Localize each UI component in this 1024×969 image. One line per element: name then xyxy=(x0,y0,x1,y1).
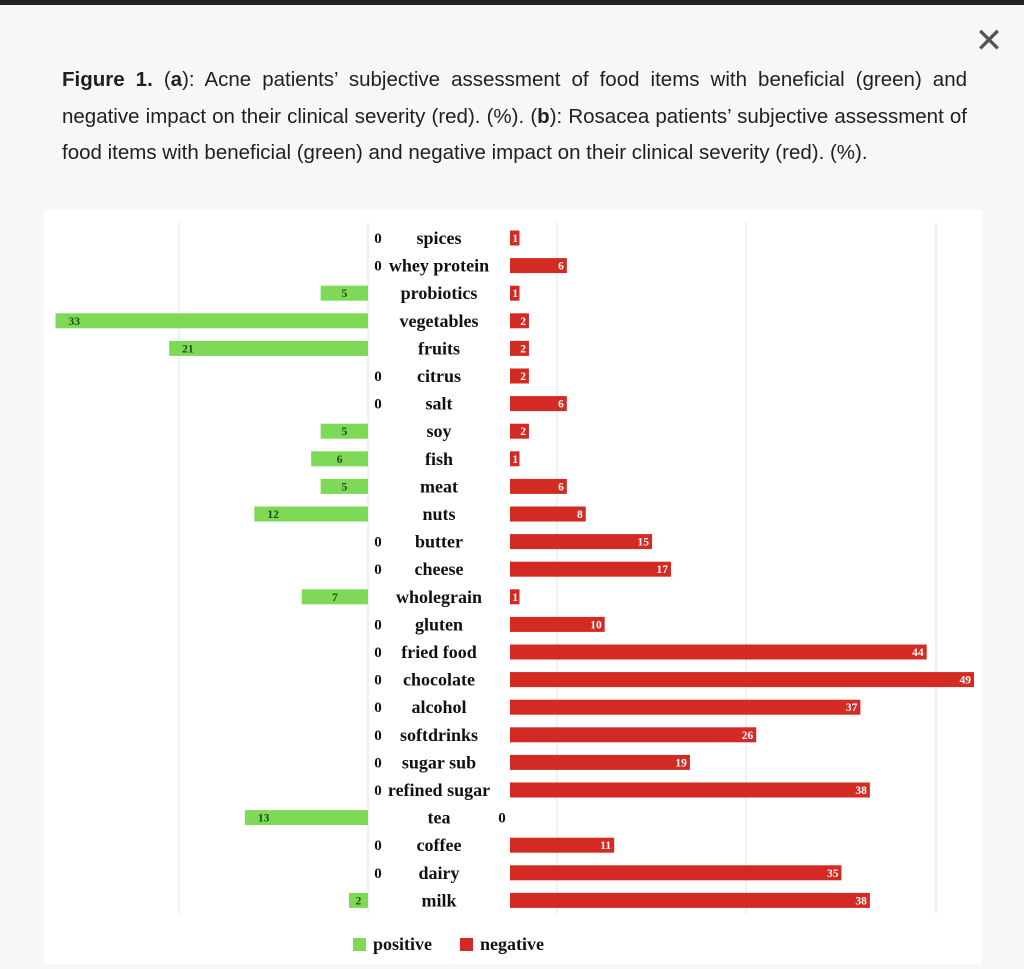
category-label-salt: salt xyxy=(425,393,453,414)
negative-value-dairy: 35 xyxy=(826,867,839,880)
positive-value-cheese: 0 xyxy=(374,562,382,579)
negative-value-tea: 0 xyxy=(498,810,506,827)
category-label-softdrinks: softdrinks xyxy=(399,724,479,745)
negative-value-spices: 1 xyxy=(512,233,519,245)
negative-bar-softdrinks xyxy=(510,727,756,742)
negative-bar-milk xyxy=(510,893,870,908)
negative-bar-dairy xyxy=(510,865,841,880)
category-label-vegetables: vegetables xyxy=(399,310,479,331)
category-label-whey-protein: whey protein xyxy=(388,255,490,276)
negative-value-soy: 2 xyxy=(520,426,526,439)
negative-value-chocolate: 49 xyxy=(959,674,972,687)
negative-value-coffee: 11 xyxy=(600,840,612,853)
category-label-refined-sugar: refined sugar xyxy=(387,780,491,800)
negative-value-gluten: 10 xyxy=(590,619,602,632)
negative-value-fish: 1 xyxy=(512,453,519,466)
close-icon[interactable]: ✕ xyxy=(974,22,1004,60)
category-label-chocolate: chocolate xyxy=(403,669,475,690)
negative-bar-alcohol xyxy=(510,700,860,715)
positive-value-fish: 6 xyxy=(336,453,343,466)
figure-caption xyxy=(62,62,967,172)
positive-value-whey-protein: 0 xyxy=(374,258,382,275)
caption-a-open: ( xyxy=(152,68,171,91)
category-label-meat: meat xyxy=(420,476,458,497)
negative-value-wholegrain: 1 xyxy=(512,591,519,604)
category-label-gluten: gluten xyxy=(414,614,464,635)
negative-value-nuts: 8 xyxy=(577,509,583,521)
category-label-probiotics: probiotics xyxy=(400,283,478,304)
positive-value-butter: 0 xyxy=(374,534,382,551)
caption-b-letter: b xyxy=(537,104,550,128)
negative-value-fruits: 2 xyxy=(520,343,526,356)
category-label-cheese: cheese xyxy=(414,559,464,580)
category-label-citrus: citrus xyxy=(417,366,461,386)
negative-bar-fried-food xyxy=(510,645,927,660)
negative-bar-sugar-sub xyxy=(510,755,690,770)
top-bar xyxy=(0,0,1024,5)
caption-a-letter: a xyxy=(170,68,183,91)
category-label-dairy: dairy xyxy=(418,862,460,883)
positive-value-fried-food: 0 xyxy=(374,645,382,661)
figure-label: Figure 1. xyxy=(62,68,153,91)
positive-value-coffee: 0 xyxy=(374,838,382,855)
category-label-alcohol: alcohol xyxy=(411,697,467,718)
negative-bar-butter xyxy=(510,534,652,549)
negative-value-cheese: 17 xyxy=(656,564,668,577)
positive-value-probiotics: 5 xyxy=(341,288,348,301)
negative-value-whey-protein: 6 xyxy=(558,260,564,273)
positive-value-wholegrain: 7 xyxy=(331,591,338,604)
category-label-fruits: fruits xyxy=(418,338,460,359)
category-label-coffee: coffee xyxy=(416,835,462,856)
legend-swatch-positive xyxy=(353,938,366,951)
legend-label-positive: positive xyxy=(373,934,433,954)
positive-value-fruits: 21 xyxy=(182,343,194,356)
positive-value-tea: 13 xyxy=(257,812,270,825)
positive-value-milk: 2 xyxy=(355,895,362,908)
positive-value-refined-sugar: 0 xyxy=(374,783,382,799)
negative-value-milk: 38 xyxy=(855,895,867,908)
diverging-bar-chart xyxy=(44,210,982,964)
positive-value-softdrinks: 0 xyxy=(374,727,382,744)
legend-label-negative: negative xyxy=(480,934,544,954)
category-label-soy: soy xyxy=(426,421,452,442)
category-label-milk: milk xyxy=(421,890,457,911)
positive-value-salt: 0 xyxy=(374,396,382,413)
negative-value-softdrinks: 26 xyxy=(741,729,754,742)
positive-value-meat: 5 xyxy=(341,481,348,494)
category-label-tea: tea xyxy=(427,807,451,828)
category-label-fried-food: fried food xyxy=(401,642,477,662)
positive-value-chocolate: 0 xyxy=(374,672,382,689)
category-label-butter: butter xyxy=(415,531,463,552)
positive-value-dairy: 0 xyxy=(374,865,382,882)
negative-value-sugar-sub: 19 xyxy=(675,757,687,770)
positive-value-vegetables: 33 xyxy=(68,315,80,328)
negative-value-citrus: 2 xyxy=(520,371,526,383)
negative-value-meat: 6 xyxy=(558,481,564,494)
positive-value-spices: 0 xyxy=(374,231,382,247)
positive-value-gluten: 0 xyxy=(374,617,382,634)
legend-swatch-negative xyxy=(460,938,473,951)
negative-bar-cheese xyxy=(510,562,671,577)
negative-value-probiotics: 1 xyxy=(512,288,519,301)
positive-value-nuts: 12 xyxy=(267,509,279,521)
negative-value-refined-sugar: 38 xyxy=(855,785,867,797)
negative-bar-nuts xyxy=(510,507,586,522)
category-label-spices: spices xyxy=(416,228,462,248)
category-label-fish: fish xyxy=(424,448,454,469)
category-label-sugar-sub: sugar sub xyxy=(401,752,477,773)
caption-b-text: ): Rosacea patients’ subjective assessment of food items with beneficial (green) and negative impact on their clinical severity (red). (%). xyxy=(62,104,967,164)
figure-panel xyxy=(44,210,982,964)
negative-value-alcohol: 37 xyxy=(845,702,858,715)
category-label-nuts: nuts xyxy=(422,504,456,524)
positive-bar-fruits xyxy=(169,341,368,356)
negative-value-butter: 15 xyxy=(637,536,650,549)
positive-value-alcohol: 0 xyxy=(374,700,382,717)
negative-value-salt: 6 xyxy=(558,398,564,411)
positive-value-soy: 5 xyxy=(341,426,348,439)
negative-bar-refined-sugar xyxy=(510,783,870,798)
category-label-wholegrain: wholegrain xyxy=(395,586,483,607)
positive-value-sugar-sub: 0 xyxy=(374,755,382,772)
positive-bar-vegetables xyxy=(55,313,368,328)
caption-a-text: ): Acne patients’ subjective assessment of food items with beneficial (green) and negative impact on their clinical severity (red). (%). ( xyxy=(62,68,968,128)
negative-value-vegetables: 2 xyxy=(520,315,526,328)
negative-bar-coffee xyxy=(510,838,614,853)
negative-bar-chocolate xyxy=(510,672,974,687)
positive-value-citrus: 0 xyxy=(374,369,382,385)
negative-value-fried-food: 44 xyxy=(912,647,924,659)
